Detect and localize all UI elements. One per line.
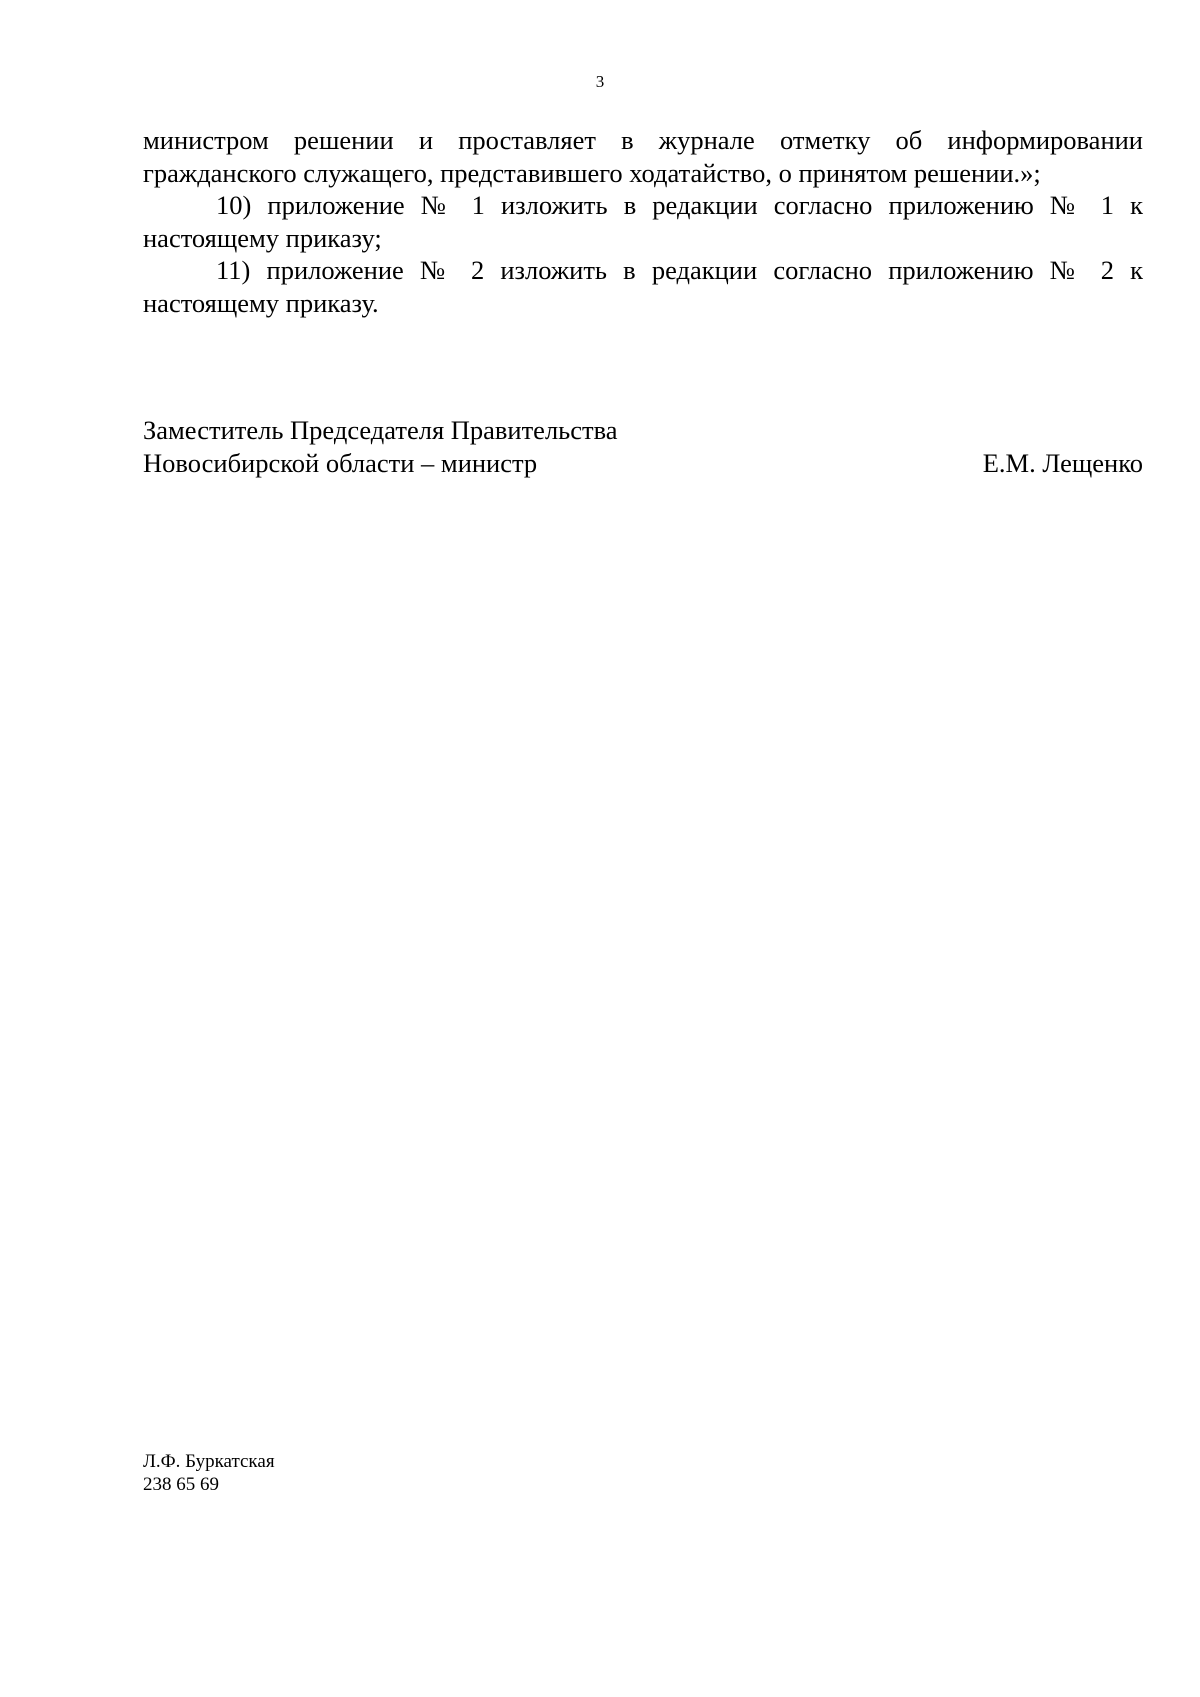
- author-name: Л.Ф. Буркатская: [143, 1451, 275, 1472]
- signatory-title-line-1: Заместитель Председателя Правительства: [143, 415, 618, 445]
- paragraph-continuation: министром решении и проставляет в журнале отметку об информировании гражданского служащего, представившего ходатайство, о принятом решении.»;: [143, 125, 1143, 188]
- paragraph-item-11: 11) приложение № 2 изложить в редакции согласно приложению № 2 к настоящему приказу.: [143, 255, 1143, 318]
- signature-line: [143, 447, 1143, 480]
- author-phone: 238 65 69: [143, 1474, 219, 1495]
- signatory-title-line-2: Новосибирской области – министр: [143, 448, 538, 478]
- paragraph-item-10: 10) приложение № 1 изложить в редакции согласно приложению № 1 к настоящему приказу;: [143, 190, 1143, 253]
- document-body: [143, 124, 1143, 319]
- page-number: 3: [595, 72, 605, 91]
- author-block: [143, 1450, 275, 1496]
- signature-block: [143, 414, 1143, 480]
- signatory-name: Е.М. Лещенко: [982, 448, 1143, 478]
